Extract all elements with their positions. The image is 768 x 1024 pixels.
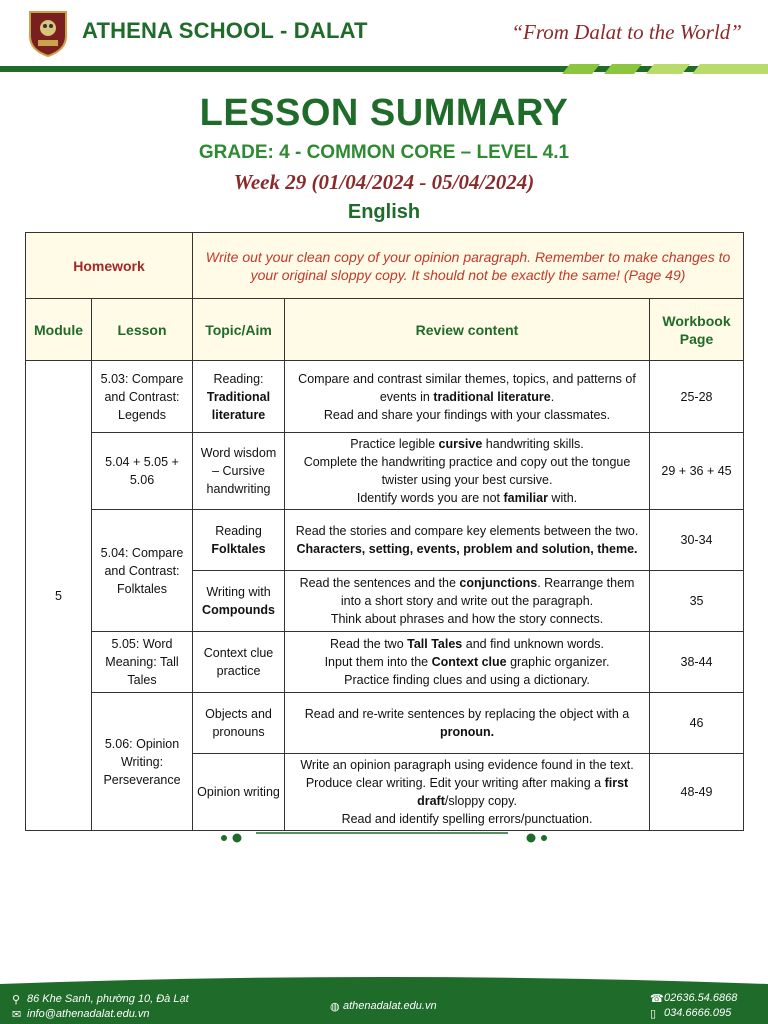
page-cell: 46 [650,693,744,754]
footer-address: 86 Khe Sanh, phường 10, Đà Lạt [27,993,189,1005]
page-cell: 38-44 [650,632,744,693]
review-cell: Compare and contrast similar themes, topics, and patterns of events in traditional literature. Read and share your findings with your classmates. [285,361,650,433]
mobile-icon: ▯ [650,1008,657,1020]
table-row [26,632,744,693]
review-cell: Practice legible cursive handwriting skills. Complete the handwriting practice and copy out the tongue twister using your best cursive. Identify words you are not familiar with. [285,433,650,510]
topic-cell: Writing with Compounds [193,571,285,632]
page-cell: 25-28 [650,361,744,433]
globe-icon: ◍ [330,1001,340,1013]
review-cell: Write an opinion paragraph using evidence found in the text. Produce clear writing. Edit your writing after making a first draft/sloppy copy. Read and identify spelling errors/punctuation. [285,754,650,831]
topic-cell: Context clue practice [193,632,285,693]
lesson-cell: 5.04 + 5.05 + 5.06 [92,433,193,510]
page-title: LESSON SUMMARY [199,92,569,134]
footer-email[interactable]: info@athenadalat.edu.vn [27,1008,150,1020]
lesson-cell: 5.05: Word Meaning: Tall Tales [92,632,193,693]
topic-cell: Reading: Traditional literature [193,361,285,433]
topic-cell: Reading Folktales [193,510,285,571]
header-lesson: Lesson [92,299,193,361]
topic-cell: Objects and pronouns [193,693,285,754]
topic-cell: Opinion writing [193,754,285,831]
table-row [26,510,744,571]
header-topic: Topic/Aim [193,299,285,361]
page-cell: 29 + 36 + 45 [650,433,744,510]
homework-row [26,233,744,299]
lesson-cell: 5.03: Compare and Contrast: Legends [92,361,193,433]
homework-label: Homework [26,233,193,299]
week-line: Week 29 (01/04/2024 - 05/04/2024) [233,170,535,194]
lesson-summary-table [25,232,744,831]
footer-phone2: 034.6666.095 [664,1007,732,1019]
phone-icon: ☎ [650,993,664,1005]
header-stripe [0,64,768,74]
section-divider [0,828,768,848]
grade-line: GRADE: 4 - COMMON CORE – LEVEL 4.1 [198,142,570,163]
mail-icon: ✉ [12,1009,22,1021]
review-cell: Read the sentences and the conjunctions. Rearrange them into a short story and write out the paragraph. Think about phrases and how the story connects. [285,571,650,632]
review-cell: Read the stories and compare key elements between the two. Characters, setting, events, problem and solution, theme. [285,510,650,571]
school-motto: “From Dalat to the World” [511,20,742,44]
header-review: Review content [285,299,650,361]
page-header [0,0,768,72]
school-name: ATHENA SCHOOL - DALAT [82,18,368,43]
school-crest-icon [26,8,70,58]
table-row [26,361,744,433]
lesson-cell: 5.04: Compare and Contrast: Folktales [92,510,193,632]
subject-line: English [347,201,421,223]
topic-cell: Word wisdom – Cursive handwriting [193,433,285,510]
footer-website[interactable]: athenadalat.edu.vn [343,1000,437,1012]
page-cell: 35 [650,571,744,632]
module-cell: 5 [26,361,92,831]
location-pin-icon: ⚲ [12,994,21,1006]
footer-phone1: 02636.54.6868 [664,992,738,1004]
homework-text: Write out your clean copy of your opinion paragraph. Remember to make changes to your original sloppy copy. It should not be exactly the same! (Page 49) [193,233,744,299]
lesson-cell: 5.06: Opinion Writing: Perseverance [92,693,193,831]
review-cell: Read the two Tall Tales and find unknown words. Input them into the Context clue graphic organizer. Practice finding clues and using a dictionary. [285,632,650,693]
page-cell: 48-49 [650,754,744,831]
table-header-row [26,299,744,361]
table-row [26,693,744,754]
review-cell: Read and re-write sentences by replacing the object with a pronoun. [285,693,650,754]
header-module: Module [26,299,92,361]
table-row [26,433,744,510]
page-cell: 30-34 [650,510,744,571]
header-workbook-page: Workbook Page [650,299,744,361]
